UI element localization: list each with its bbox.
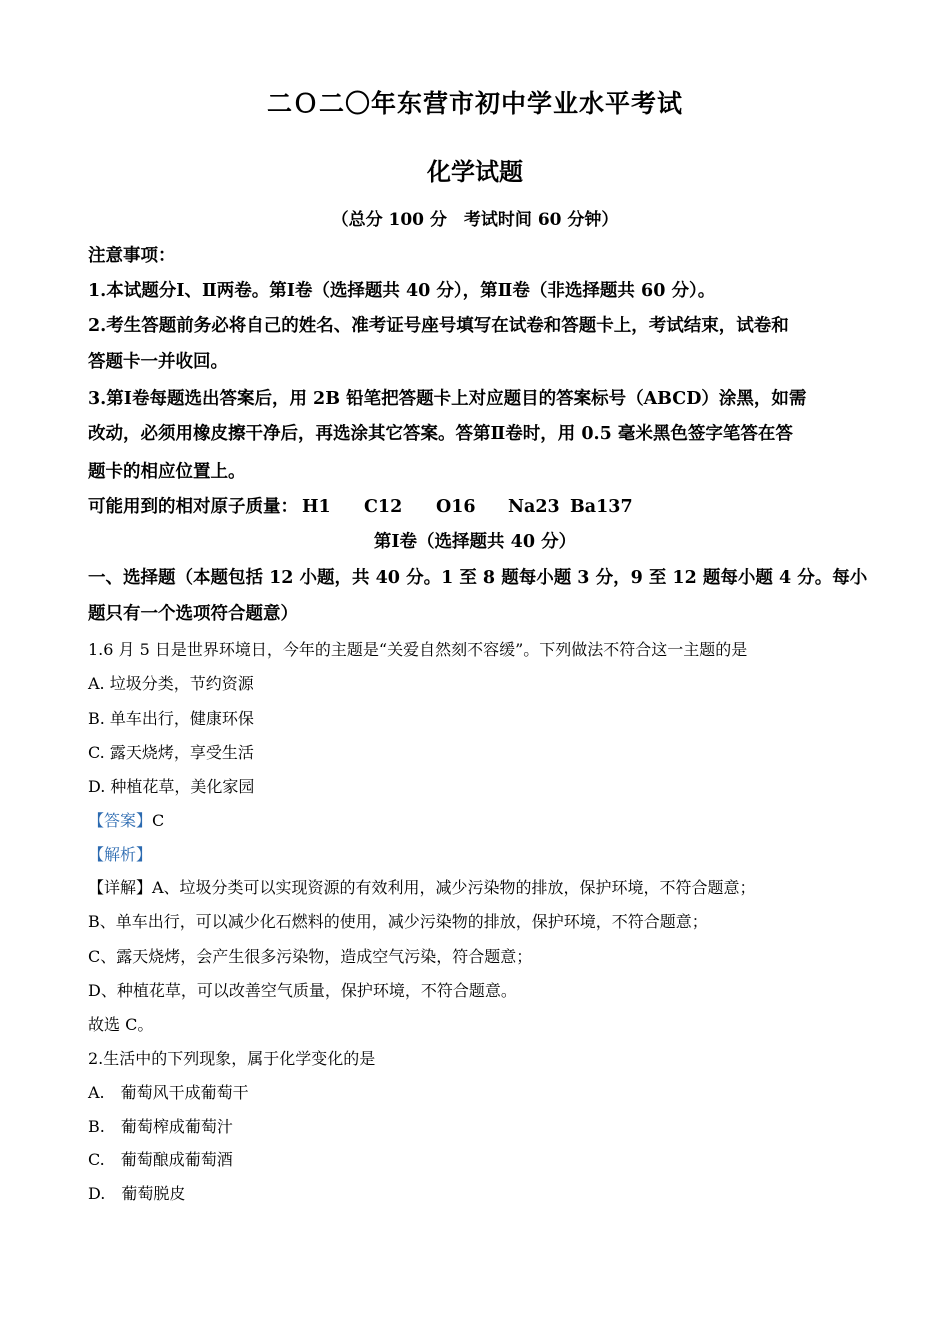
- notice-item-3-line-1: 3.第Ⅰ卷每题选出答案后，用 2B 铅笔把答题卡上对应题目的答案标号（ABCD）涂黑，如需: [88, 389, 807, 409]
- atom-o: O16: [436, 497, 476, 517]
- score-time-info: （总分 100 分 考试时间 60 分钟）: [331, 210, 619, 230]
- q1-option-d: D. 种植花草，美化家园: [88, 777, 255, 796]
- q2-option-a: A. 葡萄风干成葡萄干: [88, 1083, 249, 1102]
- q2-stem: 2.生活中的下列现象，属于化学变化的是: [88, 1049, 376, 1068]
- q1-detail-4: D、种植花草，可以改善空气质量，保护环境，不符合题意。: [88, 981, 517, 1000]
- q1-answer: [88, 808, 862, 831]
- q1-stem: 1.6 月 5 日是世界环境日，今年的主题是“关爱自然刻不容缓”。下列做法不符合这一主题的是: [88, 640, 748, 659]
- q2-option-b: B. 葡萄榨成葡萄汁: [88, 1117, 233, 1136]
- atomic-mass-label: 可能用到的相对原子质量：: [88, 497, 298, 517]
- q1-conclusion: 故选 C。: [88, 1015, 154, 1034]
- q1-option-a: A. 垃圾分类，节约资源: [88, 674, 254, 693]
- q1-option-c: C. 露天烧烤，享受生活: [88, 743, 254, 762]
- q1-detail-2: B、单车出行，可以减少化石燃料的使用，减少污染物的排放，保护环境，不符合题意；: [88, 912, 708, 931]
- atom-ba: Ba137: [570, 497, 633, 517]
- q1-detail-1: 【详解】A、垃圾分类可以实现资源的有效利用，减少污染物的排放，保护环境，不符合题意；: [88, 878, 756, 897]
- q2-option-c: C. 葡萄酿成葡萄酒: [88, 1150, 233, 1169]
- section1-line-2: 题只有一个选项符合题意）: [88, 604, 298, 624]
- answer-value: C: [152, 811, 165, 830]
- notice-item-2-line-1: 2.考生答题前务必将自己的姓名、准考证号座号填写在试卷和答题卡上，考试结束，试卷和: [88, 316, 789, 336]
- atom-c: C12: [364, 497, 403, 517]
- subject-title: 化学试题: [427, 157, 523, 186]
- notice-item-2-line-2: 答题卡一并收回。: [88, 352, 228, 372]
- part1-heading: 第Ⅰ卷（选择题共 40 分）: [373, 532, 577, 552]
- q1-option-b: B. 单车出行，健康环保: [88, 709, 254, 728]
- section1-line-1: 一、选择题（本题包括 12 小题，共 40 分。1 至 8 题每小题 3 分，9 至 12 题每小题 4 分。每小: [88, 568, 868, 588]
- notice-heading: 注意事项：: [88, 246, 176, 266]
- answer-label: 【答案】: [88, 811, 153, 830]
- notice-item-1: 1.本试题分Ⅰ、Ⅱ两卷。第Ⅰ卷（选择题共 40 分），第Ⅱ卷（非选择题共 60 分）。: [88, 281, 716, 301]
- atomic-mass-line: [88, 493, 862, 518]
- q2-option-d: D. 葡萄脱皮: [88, 1184, 186, 1203]
- atom-na: Na23: [508, 497, 560, 517]
- analysis-label: 【解析】: [88, 845, 153, 864]
- q1-detail-3: C、露天烧烤，会产生很多污染物，造成空气污染，符合题意；: [88, 947, 533, 966]
- atom-h: H1: [302, 497, 331, 517]
- notice-item-3-line-2: 改动，必须用橡皮擦干净后，再选涂其它答案。答第Ⅱ卷时，用 0.5 毫米黑色签字笔答在答: [88, 424, 793, 444]
- exam-title: 二Ｏ二〇年东营市初中学业水平考试: [266, 89, 683, 118]
- notice-item-3-line-3: 题卡的相应位置上。: [88, 462, 246, 482]
